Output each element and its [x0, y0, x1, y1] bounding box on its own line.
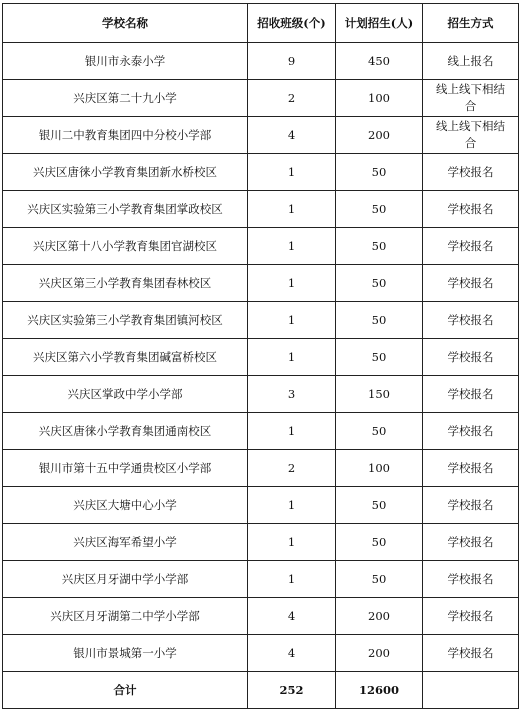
enrollment-cell: 100 — [336, 450, 423, 487]
classes-cell: 4 — [248, 635, 336, 672]
enrollment-cell: 200 — [336, 598, 423, 635]
enrollment-cell: 50 — [336, 413, 423, 450]
classes-cell: 3 — [248, 376, 336, 413]
method-cell: 学校报名 — [423, 561, 519, 598]
table-row — [3, 154, 519, 191]
school-name-cell: 银川市永泰小学 — [3, 43, 248, 80]
school-name-cell: 兴庆区第二十九小学 — [3, 80, 248, 117]
enrollment-cell: 50 — [336, 191, 423, 228]
method-cell: 学校报名 — [423, 154, 519, 191]
classes-cell: 1 — [248, 339, 336, 376]
classes-cell: 1 — [248, 265, 336, 302]
header-method: 招生方式 — [423, 4, 519, 43]
table-row — [3, 487, 519, 524]
table-row — [3, 376, 519, 413]
table-row — [3, 228, 519, 265]
classes-cell: 1 — [248, 154, 336, 191]
method-cell: 学校报名 — [423, 302, 519, 339]
school-name-cell: 兴庆区唐徕小学教育集团通南校区 — [3, 413, 248, 450]
school-name-cell: 兴庆区第六小学教育集团碱富桥校区 — [3, 339, 248, 376]
total-row — [3, 672, 519, 709]
table-row — [3, 339, 519, 376]
classes-cell: 4 — [248, 598, 336, 635]
method-cell: 学校报名 — [423, 339, 519, 376]
enrollment-cell: 100 — [336, 80, 423, 117]
school-name-cell: 兴庆区掌政中学小学部 — [3, 376, 248, 413]
table-row — [3, 117, 519, 154]
method-cell: 线上线下相结合 — [423, 80, 519, 117]
method-cell: 学校报名 — [423, 376, 519, 413]
header-classes: 招收班级(个) — [248, 4, 336, 43]
school-name-cell: 银川市景城第一小学 — [3, 635, 248, 672]
school-name-cell: 兴庆区实验第三小学教育集团镇河校区 — [3, 302, 248, 339]
table-body — [3, 43, 519, 709]
enrollment-cell: 50 — [336, 561, 423, 598]
method-cell: 学校报名 — [423, 635, 519, 672]
total-enrollment: 12600 — [336, 672, 423, 709]
table-row — [3, 302, 519, 339]
classes-cell: 1 — [248, 191, 336, 228]
enrollment-cell: 50 — [336, 487, 423, 524]
enrollment-table — [2, 3, 519, 709]
classes-cell: 2 — [248, 80, 336, 117]
method-cell: 学校报名 — [423, 598, 519, 635]
school-name-cell: 银川市第十五中学通贵校区小学部 — [3, 450, 248, 487]
enrollment-cell: 200 — [336, 117, 423, 154]
table-row — [3, 598, 519, 635]
school-name-cell: 兴庆区月牙湖第二中学小学部 — [3, 598, 248, 635]
table-row — [3, 80, 519, 117]
total-label: 合计 — [3, 672, 248, 709]
classes-cell: 2 — [248, 450, 336, 487]
table-header-row — [3, 4, 519, 43]
total-classes: 252 — [248, 672, 336, 709]
total-method — [423, 672, 519, 709]
classes-cell: 1 — [248, 228, 336, 265]
method-cell: 学校报名 — [423, 265, 519, 302]
school-name-cell: 兴庆区实验第三小学教育集团掌政校区 — [3, 191, 248, 228]
method-cell: 线上线下相结合 — [423, 117, 519, 154]
classes-cell: 1 — [248, 561, 336, 598]
classes-cell: 1 — [248, 487, 336, 524]
classes-cell: 1 — [248, 413, 336, 450]
classes-cell: 4 — [248, 117, 336, 154]
enrollment-cell: 50 — [336, 302, 423, 339]
enrollment-table-container — [2, 3, 518, 709]
school-name-cell: 兴庆区月牙湖中学小学部 — [3, 561, 248, 598]
header-school-name: 学校名称 — [3, 4, 248, 43]
table-row — [3, 43, 519, 80]
enrollment-cell: 50 — [336, 339, 423, 376]
method-cell: 学校报名 — [423, 191, 519, 228]
table-row — [3, 524, 519, 561]
enrollment-cell: 200 — [336, 635, 423, 672]
school-name-cell: 兴庆区大塘中心小学 — [3, 487, 248, 524]
classes-cell: 9 — [248, 43, 336, 80]
classes-cell: 1 — [248, 524, 336, 561]
school-name-cell: 兴庆区唐徕小学教育集团新水桥校区 — [3, 154, 248, 191]
method-cell: 学校报名 — [423, 413, 519, 450]
table-row — [3, 561, 519, 598]
table-row — [3, 635, 519, 672]
enrollment-cell: 450 — [336, 43, 423, 80]
header-enrollment: 计划招生(人) — [336, 4, 423, 43]
enrollment-cell: 150 — [336, 376, 423, 413]
table-row — [3, 413, 519, 450]
enrollment-cell: 50 — [336, 154, 423, 191]
classes-cell: 1 — [248, 302, 336, 339]
method-cell: 学校报名 — [423, 228, 519, 265]
table-row — [3, 191, 519, 228]
school-name-cell: 银川二中教育集团四中分校小学部 — [3, 117, 248, 154]
school-name-cell: 兴庆区第三小学教育集团春林校区 — [3, 265, 248, 302]
method-cell: 学校报名 — [423, 524, 519, 561]
school-name-cell: 兴庆区海军希望小学 — [3, 524, 248, 561]
method-cell: 线上报名 — [423, 43, 519, 80]
table-row — [3, 265, 519, 302]
method-cell: 学校报名 — [423, 487, 519, 524]
enrollment-cell: 50 — [336, 524, 423, 561]
enrollment-cell: 50 — [336, 265, 423, 302]
enrollment-cell: 50 — [336, 228, 423, 265]
table-row — [3, 450, 519, 487]
school-name-cell: 兴庆区第十八小学教育集团官湖校区 — [3, 228, 248, 265]
method-cell: 学校报名 — [423, 450, 519, 487]
